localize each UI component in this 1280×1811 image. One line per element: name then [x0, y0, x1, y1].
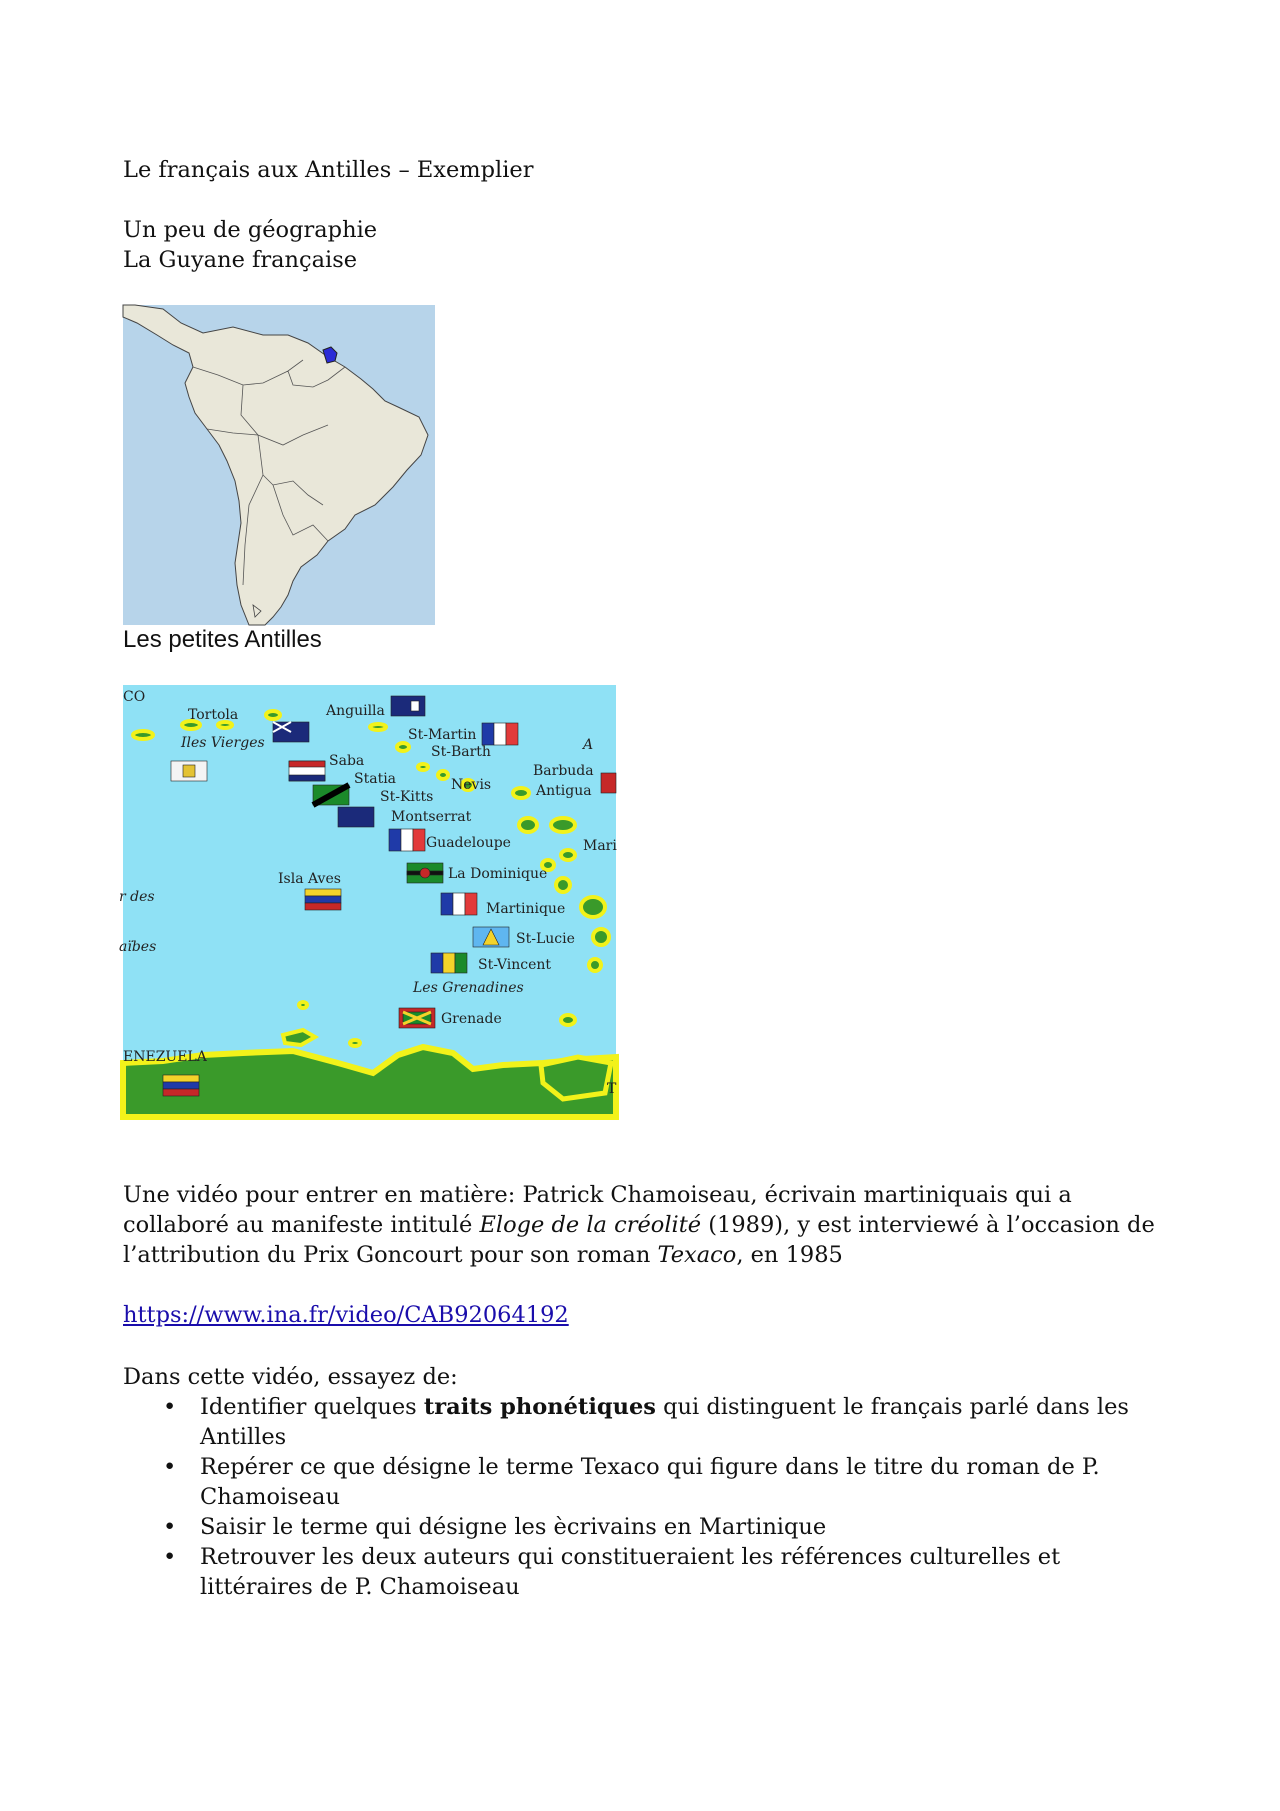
list-item: [123, 1452, 1168, 1512]
label-tortola: Tortola: [188, 707, 239, 723]
label-edge-a: A: [583, 737, 594, 753]
list-item: [123, 1512, 1168, 1542]
task-list: [123, 1392, 1168, 1602]
label-nevis: Nevis: [451, 777, 492, 793]
label-isla-aves: Isla Aves: [278, 871, 341, 887]
intro-text-3: , en 1985: [736, 1242, 843, 1268]
flag-anguilla: [391, 696, 425, 716]
label-st-kitts: St-Kitts: [380, 789, 434, 805]
flag-dominique: [407, 863, 443, 883]
bullet-1-text-a: Identifier quelques: [200, 1394, 424, 1420]
label-dominique: La Dominique: [448, 866, 548, 882]
bullet-marker: •: [163, 1454, 177, 1480]
flag-st-vincent: [431, 953, 467, 973]
label-iles-vierges: Iles Vierges: [181, 735, 265, 751]
list-item: [123, 1542, 1168, 1602]
flag-saba: [289, 761, 325, 781]
label-saba: Saba: [329, 753, 365, 769]
label-edge-co: CO: [123, 689, 146, 705]
label-anguilla: Anguilla: [326, 703, 385, 719]
bullet-marker: •: [163, 1544, 177, 1570]
label-mer-2: aïbes: [119, 939, 157, 955]
intro-work-title: Eloge de la créolité: [479, 1212, 702, 1238]
flag-france-guadeloupe: [389, 829, 425, 851]
flag-france-martinique: [441, 893, 477, 915]
subheading-petites-antilles: Les petites Antilles: [123, 626, 322, 653]
bullet-1-text-b: qui distinguent le français parlé dans les Antilles: [200, 1394, 1129, 1450]
intro-text-2: (1989), y est interviewé à l’occasion de l’attribution du Prix Goncourt pour son roman: [123, 1212, 1155, 1268]
label-grenadines: Les Grenadines: [413, 980, 524, 996]
bullet-marker: •: [163, 1514, 177, 1540]
flag-grenade: [399, 1008, 435, 1028]
flag-venezuela-aves: [305, 889, 341, 910]
flag-france-st-martin: [482, 723, 518, 745]
flag-iles-vierges-uk: [273, 722, 309, 742]
label-montserrat: Montserrat: [391, 809, 472, 825]
video-intro-paragraph: [123, 1180, 1168, 1270]
label-grenade: Grenade: [441, 1011, 502, 1027]
trinidad-island: [541, 1057, 611, 1099]
label-barbuda: Barbuda: [533, 763, 594, 779]
label-martinique: Martinique: [486, 901, 566, 917]
instructions-heading: Dans cette vidéo, essayez de:: [123, 1364, 458, 1390]
flag-montserrat: [338, 807, 374, 827]
document-title: Le français aux Antilles – Exemplier: [123, 157, 534, 183]
list-item: [123, 1392, 1168, 1452]
label-st-martin: St-Martin: [408, 727, 477, 743]
flag-antigua: [601, 773, 616, 793]
flag-st-kitts: [313, 785, 349, 805]
label-edge-mari: Mari: [583, 838, 617, 854]
flag-iles-vierges-us: [171, 761, 207, 781]
bullet-3-text: Saisir le terme qui désigne les ècrivains en Martinique: [200, 1514, 827, 1540]
flag-venezuela: [163, 1075, 199, 1096]
section-heading-geography: Un peu de géographie: [123, 217, 378, 243]
label-edge-t: T: [607, 1081, 617, 1097]
label-venezuela: ENEZUELA: [123, 1049, 207, 1065]
flag-st-lucie: [473, 927, 509, 947]
bullet-2-text: Repérer ce que désigne le terme Texaco qui figure dans le titre du roman de P. Chamoiseau: [200, 1454, 1100, 1510]
label-guadeloupe: Guadeloupe: [426, 835, 511, 851]
video-link[interactable]: https://www.ina.fr/video/CAB92064192: [123, 1302, 569, 1328]
subheading-guyane: La Guyane française: [123, 247, 358, 273]
label-st-lucie: St-Lucie: [516, 931, 575, 947]
bullet-4-text: Retrouver les deux auteurs qui constitueraient les références culturelles et littéraires de P. Chamoiseau: [200, 1544, 1061, 1600]
label-statia: Statia: [354, 771, 397, 787]
label-antigua: Antigua: [536, 783, 592, 799]
label-mer-1: r des: [119, 889, 155, 905]
intro-novel-title: Texaco: [657, 1242, 737, 1268]
lesser-antilles-map: [119, 685, 617, 1117]
south-america-map: [123, 305, 435, 625]
intro-text-1: Une vidéo pour entrer en matière: Patrick Chamoiseau, écrivain martiniquais qui a collaboré au manifeste intitulé: [123, 1182, 1072, 1238]
bullet-marker: •: [163, 1394, 177, 1420]
label-st-barth: St-Barth: [431, 744, 491, 760]
bullet-1-bold: traits phonétiques: [423, 1394, 656, 1420]
label-st-vincent: St-Vincent: [478, 957, 552, 973]
